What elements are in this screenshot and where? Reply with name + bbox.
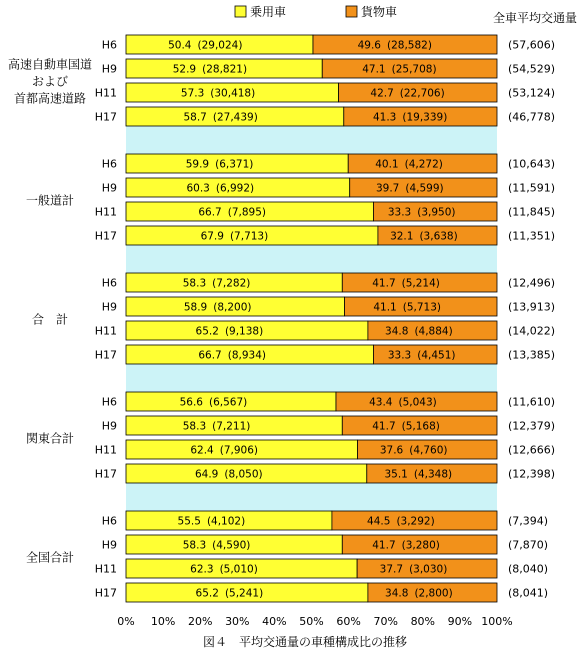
x-tick-label: 100% xyxy=(481,615,513,628)
year-label: H9 xyxy=(101,62,117,76)
truck-pct-label: 32.1 xyxy=(390,230,414,243)
car-pct-label: 66.7 xyxy=(198,349,222,362)
x-tick-label: 20% xyxy=(187,615,213,628)
car-count-label: (8,200) xyxy=(213,301,252,314)
truck-count-label: (2,800) xyxy=(414,587,453,600)
truck-pct-label: 35.1 xyxy=(384,468,408,481)
group-label: 関東合計 xyxy=(25,431,75,446)
group-label: 高速自動車国道 xyxy=(7,57,93,72)
truck-pct-label: 33.3 xyxy=(387,206,412,219)
car-count-label: (6,992) xyxy=(215,182,255,195)
year-label: H17 xyxy=(94,348,117,362)
separator-band xyxy=(126,483,497,511)
year-label: H11 xyxy=(94,443,117,457)
car-count-label: (4,590) xyxy=(212,539,251,552)
truck-pct-label: 49.6 xyxy=(357,39,381,52)
x-tick-label: 30% xyxy=(225,615,250,628)
year-label: H11 xyxy=(94,562,117,576)
car-count-label: (5,241) xyxy=(224,587,264,600)
year-label: H17 xyxy=(94,586,117,600)
truck-pct-label: 41.7 xyxy=(372,420,396,433)
group-label: 首都高速道路 xyxy=(13,91,87,106)
total-label: (54,529) xyxy=(508,62,556,76)
total-label: (8,040) xyxy=(508,562,549,576)
legend-swatch-car xyxy=(235,6,246,17)
total-label: (12,496) xyxy=(508,276,556,290)
truck-pct-label: 41.3 xyxy=(372,111,397,124)
car-pct-label: 65.2 xyxy=(195,325,219,338)
total-label: (46,778) xyxy=(508,110,556,124)
truck-pct-label: 34.8 xyxy=(385,587,409,600)
car-pct-label: 52.9 xyxy=(172,63,197,76)
car-count-label: (6,371) xyxy=(215,158,254,171)
x-tick-label: 10% xyxy=(150,615,176,628)
truck-pct-label: 40.1 xyxy=(375,158,399,171)
truck-pct-label: 34.8 xyxy=(385,325,409,338)
car-count-label: (4,102) xyxy=(206,515,246,528)
legend-label-truck: 貨物車 xyxy=(361,5,398,19)
truck-pct-label: 43.4 xyxy=(369,396,393,409)
truck-count-label: (3,030) xyxy=(409,563,448,576)
truck-count-label: (4,272) xyxy=(404,158,443,171)
separator-band xyxy=(126,245,497,273)
truck-count-label: (5,168) xyxy=(401,420,440,433)
car-pct-label: 66.7 xyxy=(198,206,222,219)
car-count-label: (8,934) xyxy=(227,349,266,362)
truck-count-label: (25,708) xyxy=(391,63,437,76)
total-label: (7,394) xyxy=(508,514,549,528)
total-label: (57,606) xyxy=(508,38,556,52)
truck-count-label: (4,348) xyxy=(413,468,453,481)
car-count-label: (5,010) xyxy=(219,563,258,576)
car-pct-label: 67.9 xyxy=(200,230,224,243)
truck-count-label: (4,884) xyxy=(414,325,453,338)
separator-band xyxy=(126,126,497,154)
car-pct-label: 58.3 xyxy=(182,539,207,552)
car-pct-label: 59.9 xyxy=(185,158,210,171)
car-count-label: (7,713) xyxy=(229,230,269,243)
year-label: H17 xyxy=(94,229,117,243)
car-count-label: (8,050) xyxy=(224,468,263,481)
total-label: (14,022) xyxy=(508,324,556,338)
truck-pct-label: 37.6 xyxy=(379,444,404,457)
truck-count-label: (28,582) xyxy=(386,39,432,52)
car-pct-label: 64.9 xyxy=(194,468,219,481)
x-tick-label: 0% xyxy=(117,615,135,628)
legend-swatch-truck xyxy=(346,6,357,17)
truck-count-label: (5,214) xyxy=(401,277,440,290)
total-label: (13,913) xyxy=(508,300,556,314)
truck-count-label: (5,043) xyxy=(398,396,437,409)
group-label: 合 計 xyxy=(31,312,69,327)
chart-caption: 図４ 平均交通量の車種構成比の推移 xyxy=(202,635,408,649)
car-pct-label: 62.3 xyxy=(190,563,214,576)
truck-count-label: (5,713) xyxy=(402,301,442,314)
total-label: (11,610) xyxy=(508,395,556,409)
car-count-label: (6,567) xyxy=(208,396,248,409)
year-label: H6 xyxy=(101,38,117,52)
total-label: (7,870) xyxy=(508,538,549,552)
group-label: 全国合計 xyxy=(25,550,75,565)
year-label: H17 xyxy=(94,467,117,481)
car-pct-label: 58.9 xyxy=(183,301,208,314)
year-label: H9 xyxy=(101,419,117,433)
car-count-label: (7,282) xyxy=(212,277,251,290)
truck-count-label: (3,638) xyxy=(419,230,458,243)
x-tick-label: 40% xyxy=(262,615,287,628)
year-label: H6 xyxy=(101,157,117,171)
truck-pct-label: 42.7 xyxy=(370,87,394,100)
car-count-label: (7,895) xyxy=(227,206,266,219)
year-label: H6 xyxy=(101,395,117,409)
total-label: (11,351) xyxy=(508,229,556,243)
car-count-label: (7,211) xyxy=(212,420,251,433)
total-label: (8,041) xyxy=(508,586,549,600)
year-label: H11 xyxy=(94,86,117,100)
car-count-label: (30,418) xyxy=(210,87,256,100)
x-tick-label: 50% xyxy=(299,615,324,628)
car-pct-label: 58.3 xyxy=(182,420,207,433)
group-label: および xyxy=(31,74,69,89)
car-pct-label: 55.5 xyxy=(177,515,201,528)
year-label: H9 xyxy=(101,181,117,195)
total-label: (12,666) xyxy=(508,443,556,457)
x-tick-label: 80% xyxy=(410,615,436,628)
car-pct-label: 57.3 xyxy=(180,87,205,100)
year-label: H11 xyxy=(94,205,117,219)
car-count-label: (29,024) xyxy=(197,39,243,52)
year-label: H6 xyxy=(101,276,117,290)
total-label: (13,385) xyxy=(508,348,556,362)
year-label: H11 xyxy=(94,324,117,338)
truck-count-label: (3,950) xyxy=(417,206,456,219)
truck-pct-label: 47.1 xyxy=(362,63,386,76)
car-pct-label: 50.4 xyxy=(168,39,192,52)
group-label: 一般道計 xyxy=(25,193,75,208)
truck-count-label: (4,451) xyxy=(417,349,456,362)
truck-pct-label: 39.7 xyxy=(375,182,400,195)
truck-count-label: (22,706) xyxy=(399,87,445,100)
car-pct-label: 65.2 xyxy=(195,587,219,600)
truck-count-label: (3,280) xyxy=(401,539,440,552)
total-label: (53,124) xyxy=(508,86,556,100)
car-count-label: (27,439) xyxy=(212,111,258,124)
total-label: (12,398) xyxy=(508,467,556,481)
total-label: (10,643) xyxy=(508,157,556,171)
year-label: H9 xyxy=(101,538,117,552)
year-label: H9 xyxy=(101,300,117,314)
truck-pct-label: 44.5 xyxy=(367,515,391,528)
truck-pct-label: 41.7 xyxy=(372,539,396,552)
x-tick-label: 60% xyxy=(336,615,361,628)
total-label: (12,379) xyxy=(508,419,556,433)
truck-count-label: (4,760) xyxy=(409,444,448,457)
truck-count-label: (3,292) xyxy=(396,515,435,528)
year-label: H6 xyxy=(101,514,117,528)
car-pct-label: 62.4 xyxy=(190,444,214,457)
x-tick-label: 90% xyxy=(447,615,473,628)
truck-count-label: (19,339) xyxy=(402,111,448,124)
car-pct-label: 56.6 xyxy=(179,396,203,409)
car-count-label: (28,821) xyxy=(202,63,248,76)
separator-band xyxy=(126,364,497,392)
car-pct-label: 60.3 xyxy=(186,182,210,195)
year-label: H17 xyxy=(94,110,117,124)
truck-pct-label: 33.3 xyxy=(387,349,412,362)
car-pct-label: 58.3 xyxy=(182,277,207,290)
car-pct-label: 58.7 xyxy=(183,111,207,124)
truck-count-label: (4,599) xyxy=(405,182,444,195)
truck-pct-label: 41.7 xyxy=(372,277,396,290)
car-count-label: (9,138) xyxy=(224,325,264,338)
car-count-label: (7,906) xyxy=(219,444,259,457)
total-label: (11,845) xyxy=(508,205,556,219)
truck-pct-label: 41.1 xyxy=(373,301,397,314)
legend-label-car: 乗用車 xyxy=(250,5,287,19)
x-tick-label: 70% xyxy=(373,615,398,628)
truck-pct-label: 37.7 xyxy=(379,563,404,576)
total-header: 全車平均交通量 xyxy=(492,11,578,25)
total-label: (11,591) xyxy=(508,181,556,195)
